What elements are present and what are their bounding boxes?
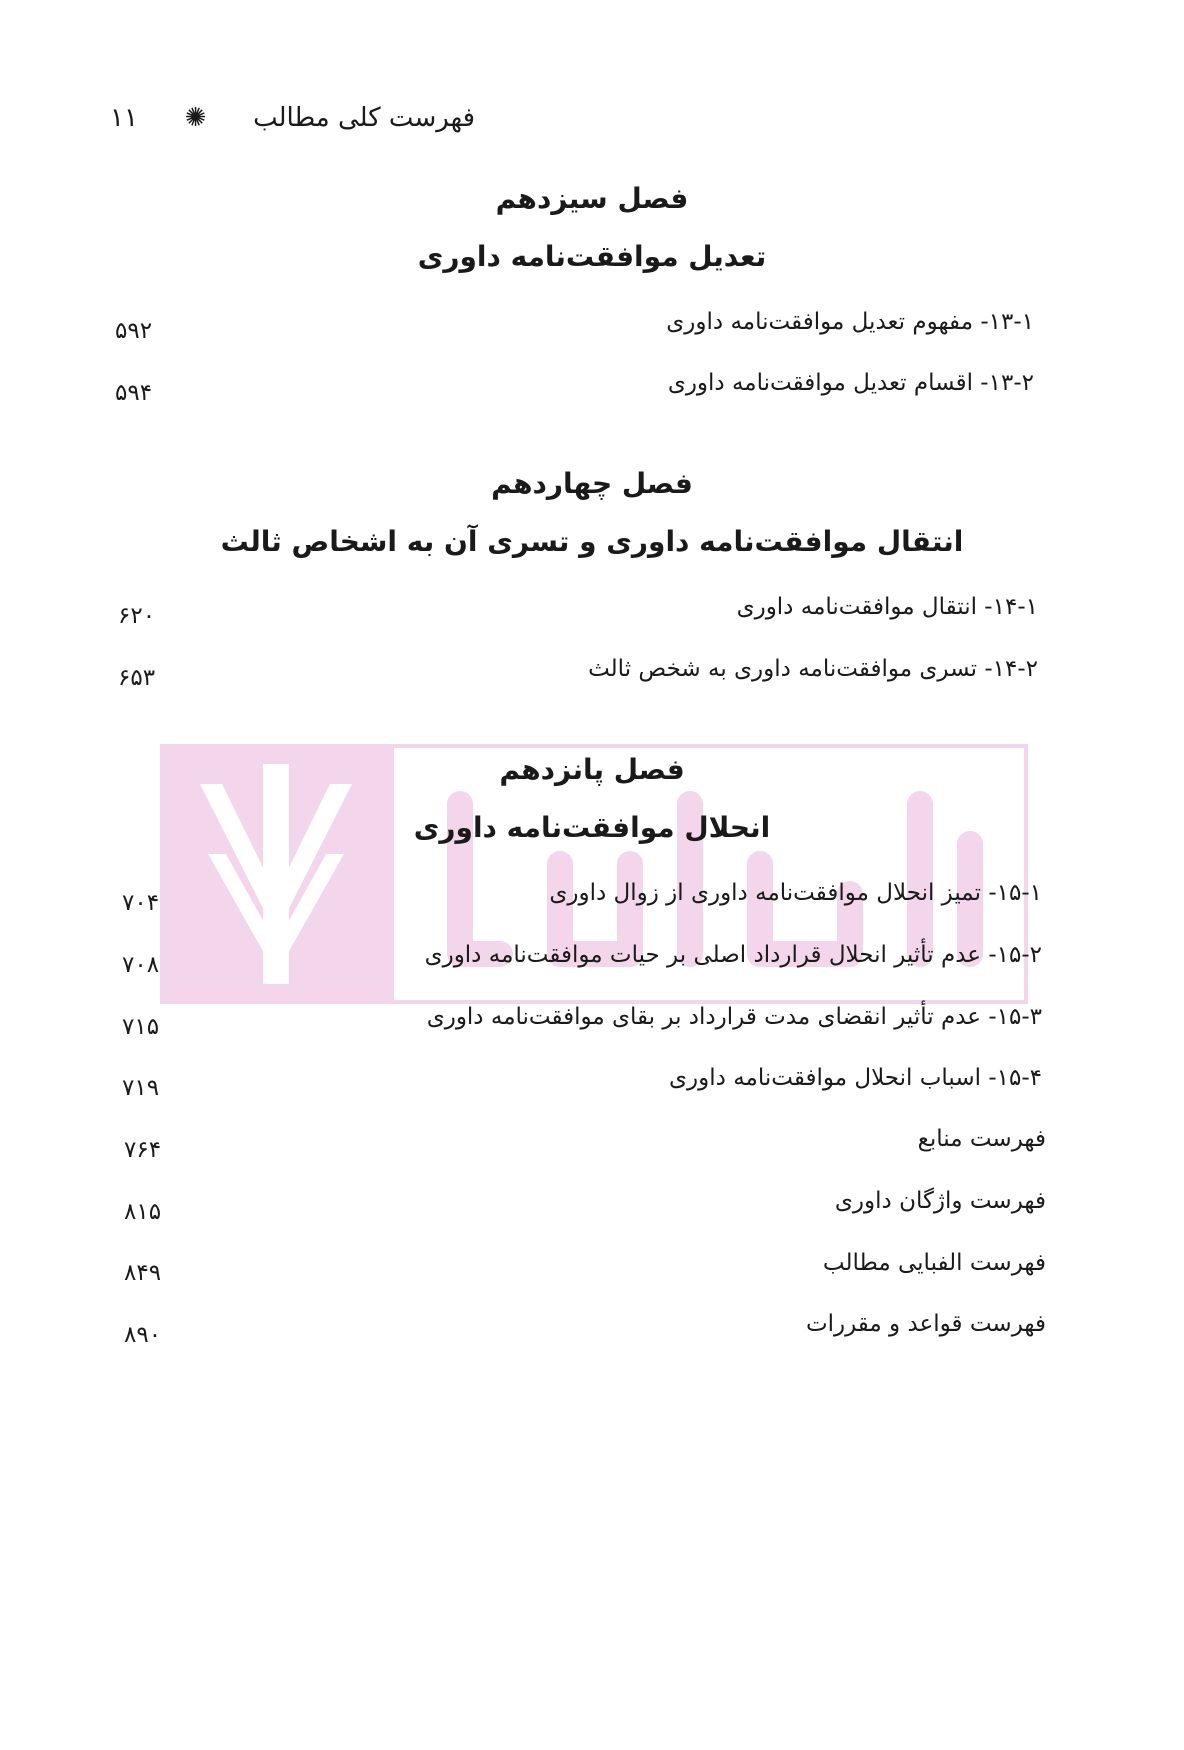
toc-entry-15-3[interactable]: ۱۵-۳- عدم تأثیر انقضای مدت قرارداد بر بقای موافقت‌نامه داوری <box>426 1004 1042 1030</box>
toc-page-15-1: ۷۰۴ <box>122 890 160 916</box>
toc-entry-15-1[interactable]: ۱۵-۱- تمیز انحلال موافقت‌نامه داوری از زوال داوری <box>549 880 1042 906</box>
chapter-14 <box>0 467 1184 559</box>
toc-page-15-2: ۷۰۸ <box>122 952 160 978</box>
toc-page-index-rules: ۸۹۰ <box>124 1322 162 1348</box>
chapter-label: فصل پانزدهم <box>499 753 685 786</box>
toc-entry-13-2[interactable]: ۱۳-۲- اقسام تعدیل موافقت‌نامه داوری <box>667 370 1034 396</box>
toc-page-index-glossary: ۸۱۵ <box>124 1199 162 1225</box>
toc-page-14-1: ۶۲۰ <box>118 603 156 629</box>
toc-entry-15-4[interactable]: ۱۵-۴- اسباب انحلال موافقت‌نامه داوری <box>669 1065 1042 1091</box>
header-page-number: ۱۱ <box>110 103 138 133</box>
toc-page-15-3: ۷۱۵ <box>122 1014 160 1040</box>
chapter-label: فصل چهاردهم <box>491 467 693 500</box>
toc-page-index-alphabetical: ۸۴۹ <box>124 1260 162 1286</box>
chapter-15 <box>0 753 1184 845</box>
chapter-title: انحلال موافقت‌نامه داوری <box>413 811 771 844</box>
chapter-13 <box>0 182 1184 274</box>
chapter-title: انتقال موافقت‌نامه داوری و تسری آن به اشخاص ثالث <box>220 525 964 558</box>
toc-page-13-1: ۵۹۲ <box>115 318 153 344</box>
chapter-title: تعدیل موافقت‌نامه داوری <box>417 240 767 273</box>
toc-entry-15-2[interactable]: ۱۵-۲- عدم تأثیر انحلال قرارداد اصلی بر حیات موافقت‌نامه داوری <box>424 942 1042 968</box>
toc-entry-14-2[interactable]: ۱۴-۲- تسری موافقت‌نامه داوری به شخص ثالث <box>588 656 1038 682</box>
flower-ornament-icon: ✺ <box>184 103 207 133</box>
toc-page-13-2: ۵۹۴ <box>115 380 153 406</box>
toc-entry-index-rules[interactable]: فهرست قواعد و مقررات <box>805 1311 1046 1337</box>
running-header <box>110 98 475 138</box>
header-title: فهرست کلی مطالب <box>253 103 475 133</box>
toc-entry-index-sources[interactable]: فهرست منابع <box>917 1126 1046 1152</box>
toc-page-index-sources: ۷۶۴ <box>124 1137 162 1163</box>
toc-entry-index-alphabetical[interactable]: فهرست الفبایی مطالب <box>822 1250 1046 1276</box>
chapter-label: فصل سیزدهم <box>495 182 689 215</box>
toc-entry-14-1[interactable]: ۱۴-۱- انتقال موافقت‌نامه داوری <box>736 594 1038 620</box>
toc-entry-13-1[interactable]: ۱۳-۱- مفهوم تعدیل موافقت‌نامه داوری <box>666 309 1034 335</box>
toc-page-14-2: ۶۵۳ <box>118 665 156 691</box>
toc-page-15-4: ۷۱۹ <box>122 1075 160 1101</box>
toc-entry-index-glossary[interactable]: فهرست واژگان داوری <box>834 1188 1046 1214</box>
